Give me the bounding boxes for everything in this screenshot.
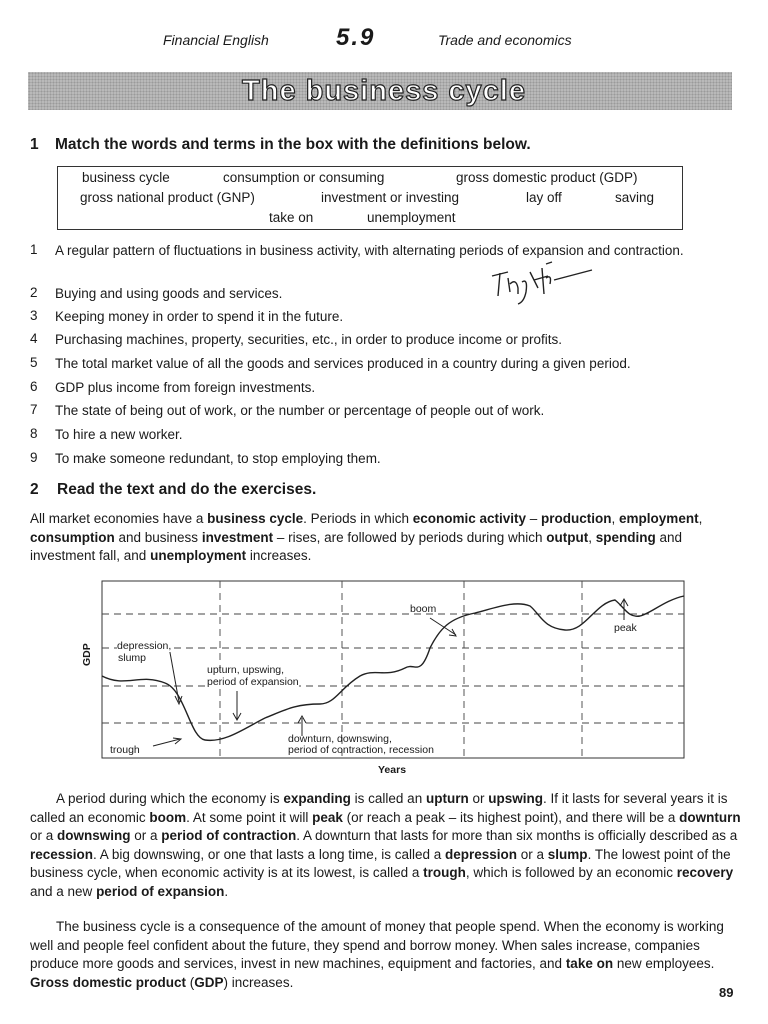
box-term: consumption or consuming (223, 170, 385, 185)
definition-text: Buying and using goods and services. (55, 286, 283, 301)
box-term: gross domestic product (GDP) (456, 170, 638, 185)
handwritten-signature (488, 258, 600, 308)
definition-text: A regular pattern of fluctuations in business activity, with alternating periods of expansion and contraction. (55, 243, 684, 258)
definition-text: Keeping money in order to spend it in the future. (55, 309, 344, 324)
label-depression: depression, (117, 640, 172, 652)
box-term: saving (615, 190, 655, 205)
definition-number: 1 (30, 242, 38, 257)
label-upturn: upturn, upswing, (207, 664, 285, 676)
box-term: take on (269, 210, 314, 225)
box-term: unemployment (367, 210, 456, 225)
definition-text: To make someone redundant, to stop employing them. (55, 451, 381, 466)
definition-text: Purchasing machines, property, securities, etc., in order to produce income or profits. (55, 332, 562, 347)
definition-number: 7 (30, 402, 38, 417)
intro-paragraph: All market economies have a business cycle. Periods in which economic activity – production, employment, consumption and business investment – rises, are followed by periods during which output, spending and investment fall, and unemployment increases. (30, 511, 703, 563)
definition-number: 8 (30, 426, 38, 441)
body-paragraph: The business cycle is a consequence of the amount of money that people spend. When the economy is working well and people feel confident about the future, they spend and borrow money. When sales increase, companies produce more goods and services, invest in new machines, equipment and factories, and take on new employees. Gross domestic product (GDP) increases. (30, 919, 724, 990)
definition-text: GDP plus income from foreign investments. (55, 380, 316, 395)
trough-pointer (153, 739, 180, 746)
body-paragraph: A period during which the economy is expanding is called an upturn or upswing. If it lasts for several years it is called an economic boom. At some point it will peak (or reach a peak – its highest point), and there will be a downturn or a downswing or a period of contraction. A downturn that lasts for more than six months is officially described as a recession. A big downswing, or one that lasts a long time, is called a depression or a slump. The lowest point of the business cycle, when economic activity is at its lowest, is called a trough, which is followed by an economic recovery and a new period of expansion. (30, 791, 741, 899)
definition-number: 2 (30, 285, 38, 300)
section1-title: Match the words and terms in the box with the definitions below. (55, 136, 531, 153)
label-trough: trough (110, 744, 140, 756)
definition-number: 9 (30, 450, 38, 465)
diagram-frame (102, 581, 684, 758)
header-unit-topic: Trade and economics (438, 32, 572, 48)
definition-text: The total market value of all the goods and services produced in a country during a given period. (55, 356, 631, 371)
label-slump: slump (118, 652, 147, 664)
header-book-title: Financial English (163, 32, 269, 48)
section2-number: 2 (30, 481, 39, 498)
label-boom: boom (410, 603, 437, 615)
definition-number: 4 (30, 331, 38, 346)
section2-title: Read the text and do the exercises. (57, 481, 317, 498)
box-term: gross national product (GNP) (80, 190, 255, 205)
gdp-curve (102, 596, 684, 740)
definition-text: To hire a new worker. (55, 427, 183, 442)
label-expansion: period of expansion (207, 676, 299, 688)
header-unit-number: 5.9 (336, 24, 376, 51)
diagram-y-label: GDP (81, 643, 93, 666)
box-term: lay off (526, 190, 562, 205)
slump-pointer (169, 647, 179, 702)
section1-number: 1 (30, 136, 39, 153)
label-contraction: period of contraction, recession (288, 744, 434, 756)
diagram-gridlines (102, 581, 684, 758)
label-peak: peak (614, 622, 637, 634)
definition-text: The state of being out of work, or the number or percentage of people out of work. (55, 403, 545, 418)
definition-number: 5 (30, 355, 38, 370)
page-number: 89 (719, 985, 734, 1000)
definition-number: 3 (30, 308, 38, 323)
label-downturn: downturn, downswing, (288, 733, 392, 745)
box-term: business cycle (82, 170, 170, 185)
definition-number: 6 (30, 379, 38, 394)
diagram-x-label: Years (378, 764, 407, 776)
box-term: investment or investing (321, 190, 460, 205)
page-title: The business cycle (242, 75, 526, 107)
